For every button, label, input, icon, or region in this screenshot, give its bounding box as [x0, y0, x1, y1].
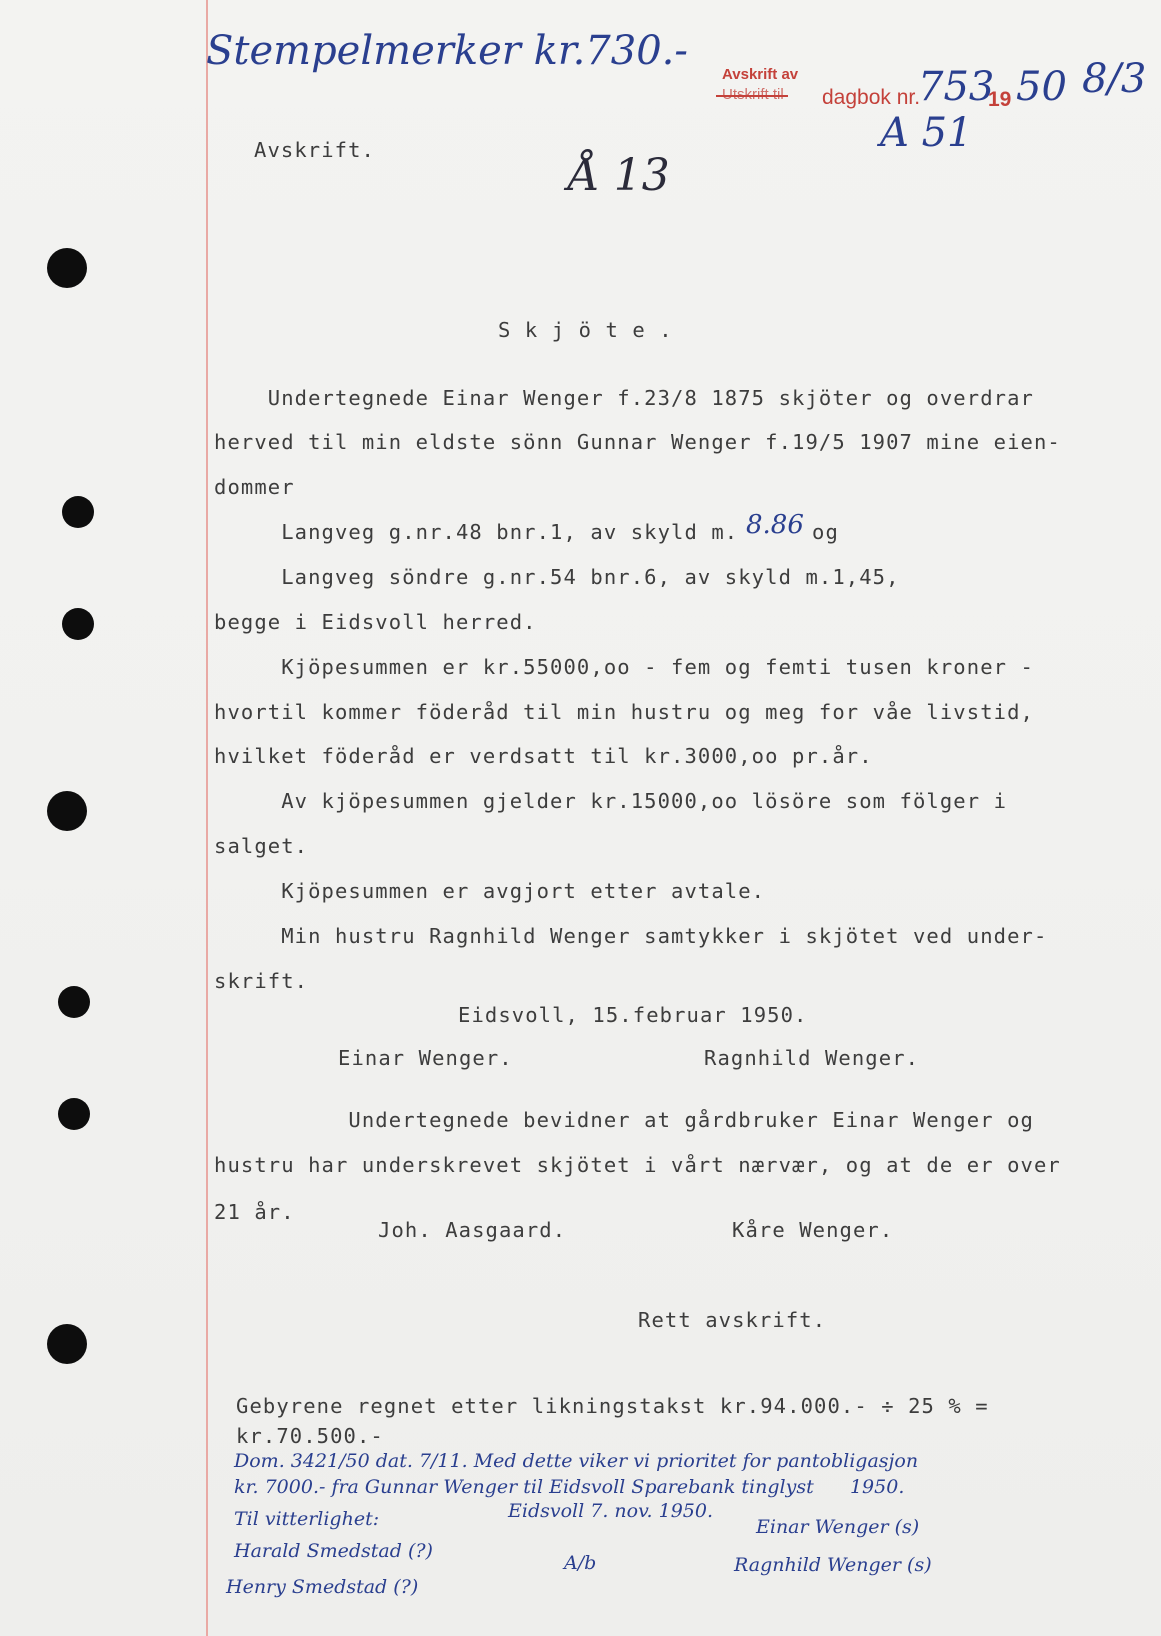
punch-hole-icon — [58, 986, 90, 1018]
handwritten-witness: Henry Smedstad (?) — [226, 1576, 419, 1598]
margin-annotation: Å 13 — [568, 150, 670, 201]
initials: A/b — [564, 1552, 597, 1574]
witness-heading: Til vitterlighet: — [234, 1508, 380, 1530]
body-line: Kjöpesummen er kr.55000,oo - fem og femti tusen kroner - — [214, 655, 1034, 679]
body-line: begge i Eidsvoll herred. — [214, 610, 537, 634]
body-line: hvortil kommer föderåd til min hustru og meg for våe livstid, — [214, 700, 1034, 724]
punch-hole-icon — [58, 1098, 90, 1130]
year-prefix: 19 — [988, 88, 1012, 111]
priority-date: Eidsvoll 7. nov. 1950. — [508, 1500, 714, 1522]
punch-hole-icon — [47, 1324, 87, 1364]
body-line: Kjöpesummen er avgjort etter avtale. — [214, 879, 766, 903]
handwritten-signature: Ragnhild Wenger (s) — [734, 1554, 932, 1576]
punch-hole-icon — [62, 496, 94, 528]
priority-note: Dom. 3421/50 dat. 7/11. Med dette viker vi prioritet for pantobligasjon — [234, 1450, 919, 1472]
body-line: Min hustru Ragnhild Wenger samtykker i skjötet ved under- — [214, 924, 1048, 948]
witness-kare: Kåre Wenger. — [732, 1218, 894, 1242]
skyld-value: 8.86 — [746, 510, 804, 540]
witness-line: 21 år. — [214, 1200, 295, 1224]
body-line: herved til min eldste sönn Gunnar Wenger f.19/5 1907 mine eien- — [214, 430, 1061, 454]
punch-hole-icon — [47, 791, 87, 831]
signer-einar: Einar Wenger. — [338, 1046, 513, 1070]
punch-hole-icon — [47, 248, 87, 288]
registration-date: 8/3 — [1082, 56, 1147, 102]
handwritten-witness: Harald Smedstad (?) — [234, 1540, 433, 1562]
witness-line: hustru har underskrevet skjötet i vårt nærvær, og at de er over — [214, 1153, 1061, 1177]
stamp-strikeout — [716, 95, 788, 97]
document-title: S k j ö t e . — [498, 318, 673, 342]
handwritten-signature: Einar Wenger (s) — [756, 1516, 920, 1538]
body-line: Langveg g.nr.48 bnr.1, av skyld m. — [214, 520, 739, 544]
fees-line: kr.70.500.- — [236, 1424, 384, 1448]
body-line: Av kjöpesummen gjelder kr.15000,oo lösöre som fölger i — [214, 789, 1008, 813]
punch-hole-icon — [62, 608, 94, 640]
body-line: dommer — [214, 475, 295, 499]
dagbok-label: dagbok nr. — [822, 86, 921, 109]
skyld-suffix: og — [812, 520, 839, 544]
body-line: salget. — [214, 834, 309, 858]
reference-mark: A 51 — [880, 110, 973, 156]
body-line: skrift. — [214, 969, 309, 993]
dagbok-number: 753 — [918, 64, 995, 110]
fees-line: Gebyrene regnet etter likningstakst kr.94.000.- ÷ 25 % = — [236, 1394, 989, 1418]
stamp-duty-note: Stempelmerker kr.730.- — [206, 28, 688, 74]
witness-aasgaard: Joh. Aasgaard. — [378, 1218, 567, 1242]
body-line: Undertegnede Einar Wenger f.23/8 1875 skjöter og overdrar — [214, 386, 1034, 410]
certified-copy: Rett avskrift. — [638, 1308, 827, 1332]
margin-rule — [206, 0, 208, 1636]
place-date: Eidsvoll, 15.februar 1950. — [458, 1003, 808, 1027]
witness-line: Undertegnede bevidner at gårdbruker Einar Wenger og — [214, 1108, 1034, 1132]
body-line: Langveg söndre g.nr.54 bnr.6, av skyld m.1,45, — [214, 565, 900, 589]
copy-label: Avskrift. — [254, 138, 375, 162]
year-suffix: 50 — [1016, 64, 1067, 110]
body-line: hvilket föderåd er verdsatt til kr.3000,oo pr.år. — [214, 744, 873, 768]
priority-note: kr. 7000.- fra Gunnar Wenger til Eidsvoll Sparebank tinglyst 1950. — [234, 1476, 905, 1498]
signer-ragnhild: Ragnhild Wenger. — [704, 1046, 920, 1070]
copy-stamp-top: Avskrift av — [722, 66, 799, 83]
